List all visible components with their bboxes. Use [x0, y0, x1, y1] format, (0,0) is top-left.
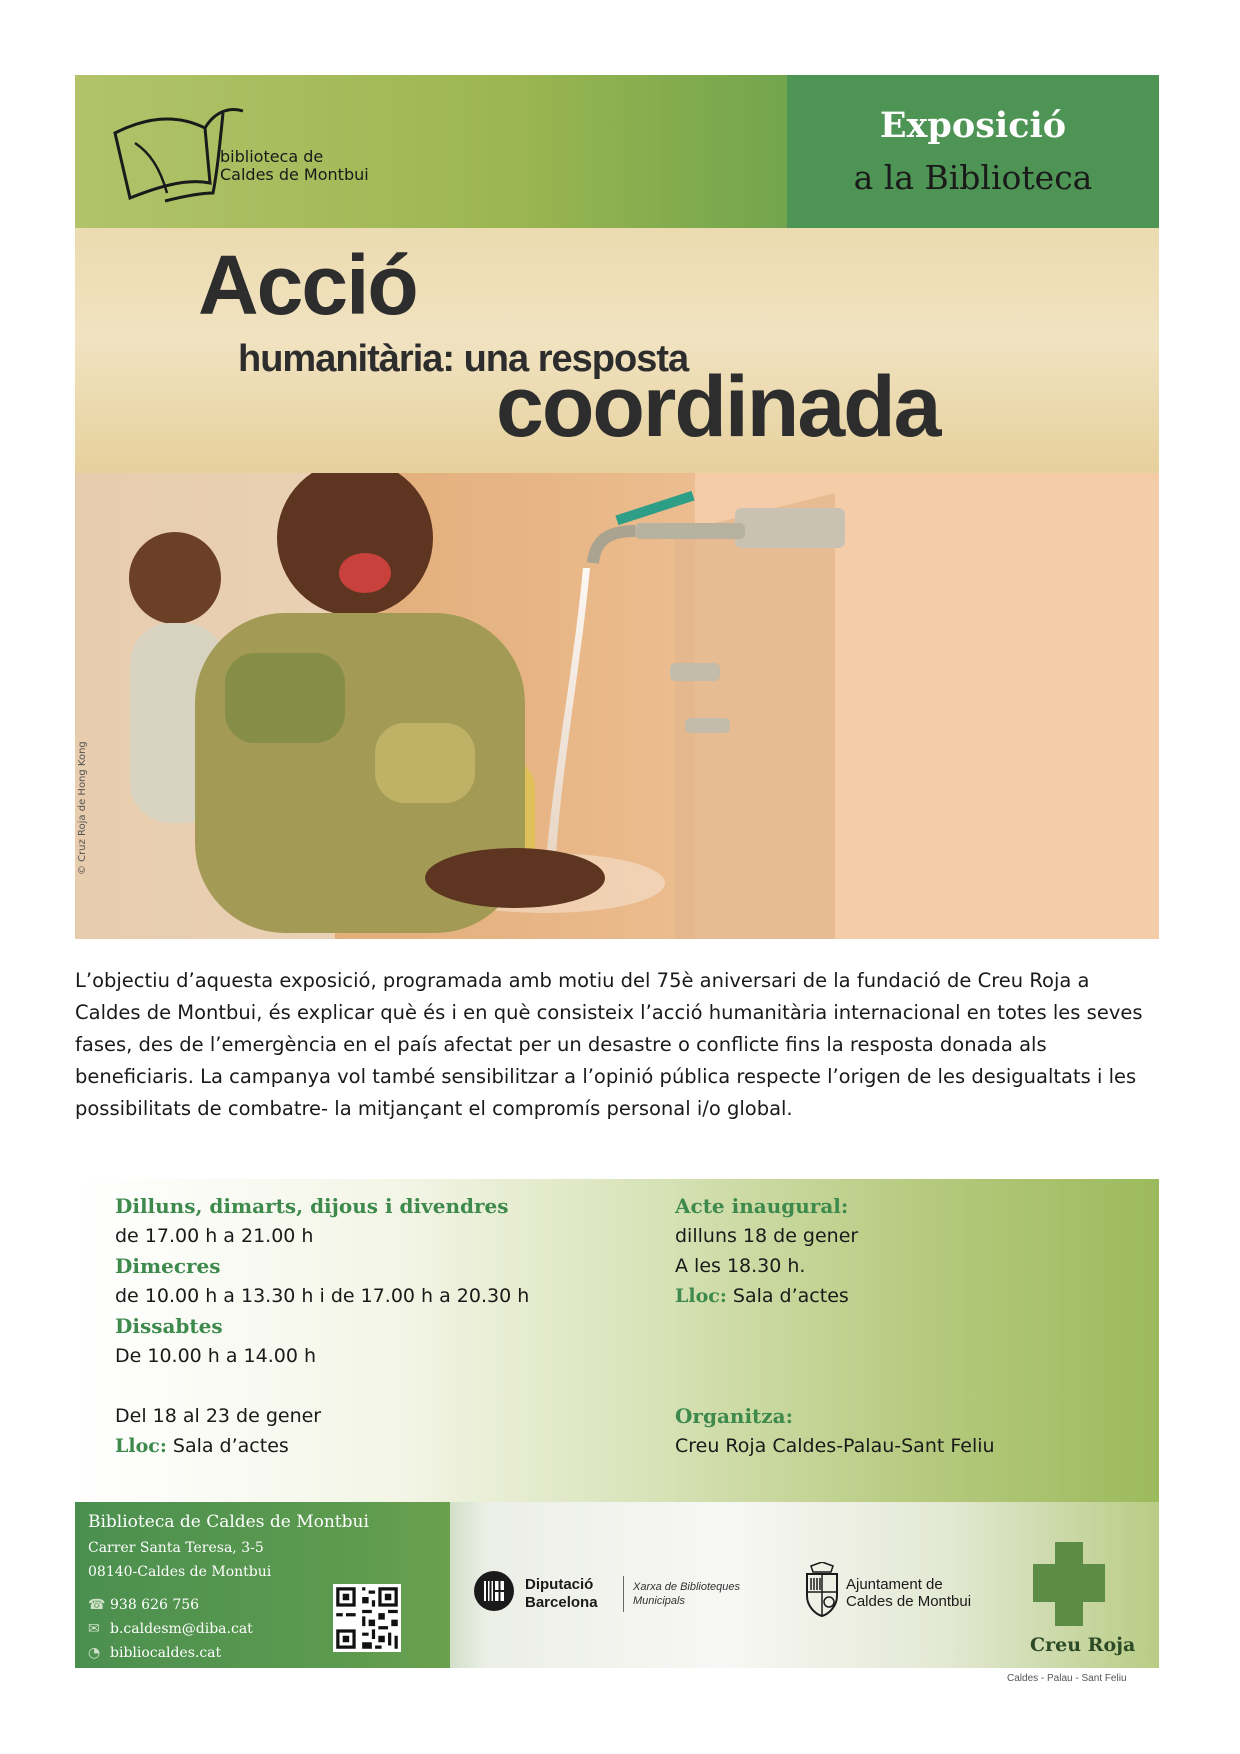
schedule-place-label: Lloc:	[115, 1435, 167, 1457]
schedule-hours-1: de 17.00 h a 21.00 h	[115, 1225, 314, 1247]
diputacio-line1: Diputació	[525, 1576, 594, 1593]
info-panel	[75, 1179, 1159, 1502]
footer-web[interactable]	[88, 1645, 221, 1661]
footer-address-2: 08140-Caldes de Montbui	[88, 1564, 272, 1580]
logo-text-line1: biblioteca de	[220, 147, 324, 166]
schedule-column	[115, 1191, 615, 1461]
library-logo-text	[220, 148, 369, 184]
organizer-label: Organitza:	[675, 1404, 793, 1428]
footer-phone-value: 938 626 756	[110, 1597, 200, 1613]
qr-code-icon	[333, 1584, 401, 1652]
diputacio-logo	[473, 1570, 798, 1620]
ajuntament-logo	[803, 1562, 983, 1622]
inauguration-time: A les 18.30 h.	[675, 1255, 806, 1277]
header-bar	[75, 75, 1159, 228]
creu-roja-subtitle: Caldes - Palau - Sant Feliu	[1007, 1673, 1127, 1684]
ajuntament-line2: Caldes de Montbui	[846, 1593, 972, 1610]
header-right-panel	[787, 75, 1159, 228]
schedule-dates: Del 18 al 23 de gener	[115, 1405, 322, 1427]
xarxa-line1: Xarxa de Biblioteques	[633, 1581, 741, 1593]
inauguration-column	[675, 1191, 1135, 1461]
schedule-hours-3: De 10.00 h a 14.00 h	[115, 1345, 317, 1367]
footer-email[interactable]	[88, 1621, 253, 1637]
rss-icon: ◔	[88, 1645, 101, 1661]
ajuntament-shield-icon	[803, 1562, 841, 1618]
title-line3: coordinada	[496, 359, 940, 455]
schedule-days-2: Dimecres	[115, 1254, 221, 1278]
schedule-place-value: Sala d’actes	[166, 1435, 289, 1457]
xarxa-text	[633, 1580, 740, 1608]
hero-photo	[75, 473, 1159, 939]
footer-library-name: Biblioteca de Caldes de Montbui	[88, 1512, 369, 1532]
footer-web-value[interactable]: bibliocaldes.cat	[110, 1645, 222, 1661]
description-text: L’objectiu d’aquesta exposició, programada amb motiu del 75è aniversari de la fundació de Creu Roja a Caldes de Montbui, és explicar què és i en què consisteix l’acció humanitària internacional en totes les seves fases, des de l’emergència en el país afectat per un desastre o conflicte fins la resposta donada als beneficiaris. La campanya vol també sensibilitzar a l’opinió pública respecte l’origen de les desigualtats i les possibilitats de combatre- la mitjançant el compromís personal i/o global.	[75, 969, 1143, 1120]
footer-email-value[interactable]: b.caldesm@diba.cat	[110, 1621, 253, 1637]
inauguration-label: Acte inaugural:	[675, 1194, 849, 1218]
schedule-place	[115, 1431, 615, 1461]
footer	[75, 1502, 1159, 1684]
photo-illustration	[75, 473, 1159, 939]
title-line2: humanitària: una resposta	[238, 338, 689, 380]
diputacio-line2: Barcelona	[525, 1594, 598, 1611]
ajuntament-line1: Ajuntament de	[846, 1576, 943, 1593]
footer-contact-panel	[75, 1502, 450, 1668]
logo-text-line2: Caldes de Montbui	[220, 165, 369, 184]
expo-subtitle: a la Biblioteca	[853, 158, 1093, 197]
phone-icon: ☎	[88, 1597, 106, 1613]
footer-phone	[88, 1597, 199, 1613]
footer-address-1: Carrer Santa Teresa, 3-5	[88, 1540, 264, 1556]
inauguration-date: dilluns 18 de gener	[675, 1225, 859, 1247]
inauguration-place-value: Sala d’actes	[726, 1285, 849, 1307]
organizer-value: Creu Roja Caldes-Palau-Sant Feliu	[675, 1435, 995, 1457]
schedule-days-3: Dissabtes	[115, 1314, 223, 1338]
inauguration-place	[675, 1281, 1135, 1311]
diputacio-emblem-icon	[473, 1570, 515, 1612]
poster	[75, 75, 1159, 1684]
logo-divider	[623, 1576, 624, 1612]
expo-title: Exposició	[879, 105, 1067, 146]
photo-credit: © Cruz Roja de Hong Kong	[77, 741, 88, 875]
ajuntament-name	[846, 1576, 971, 1610]
diputacio-name	[525, 1576, 598, 1612]
creu-roja-name: Creu Roja	[1030, 1634, 1136, 1656]
title-line1: Acció	[198, 238, 417, 332]
email-icon: ✉	[88, 1621, 100, 1637]
xarxa-line2: Municipals	[633, 1595, 685, 1607]
schedule-days-1: Dilluns, dimarts, dijous i divendres	[115, 1194, 509, 1218]
schedule-hours-2: de 10.00 h a 13.30 h i de 17.00 h a 20.30 h	[115, 1285, 530, 1307]
red-cross-icon-bar	[1033, 1564, 1105, 1602]
inauguration-place-label: Lloc:	[675, 1285, 727, 1307]
